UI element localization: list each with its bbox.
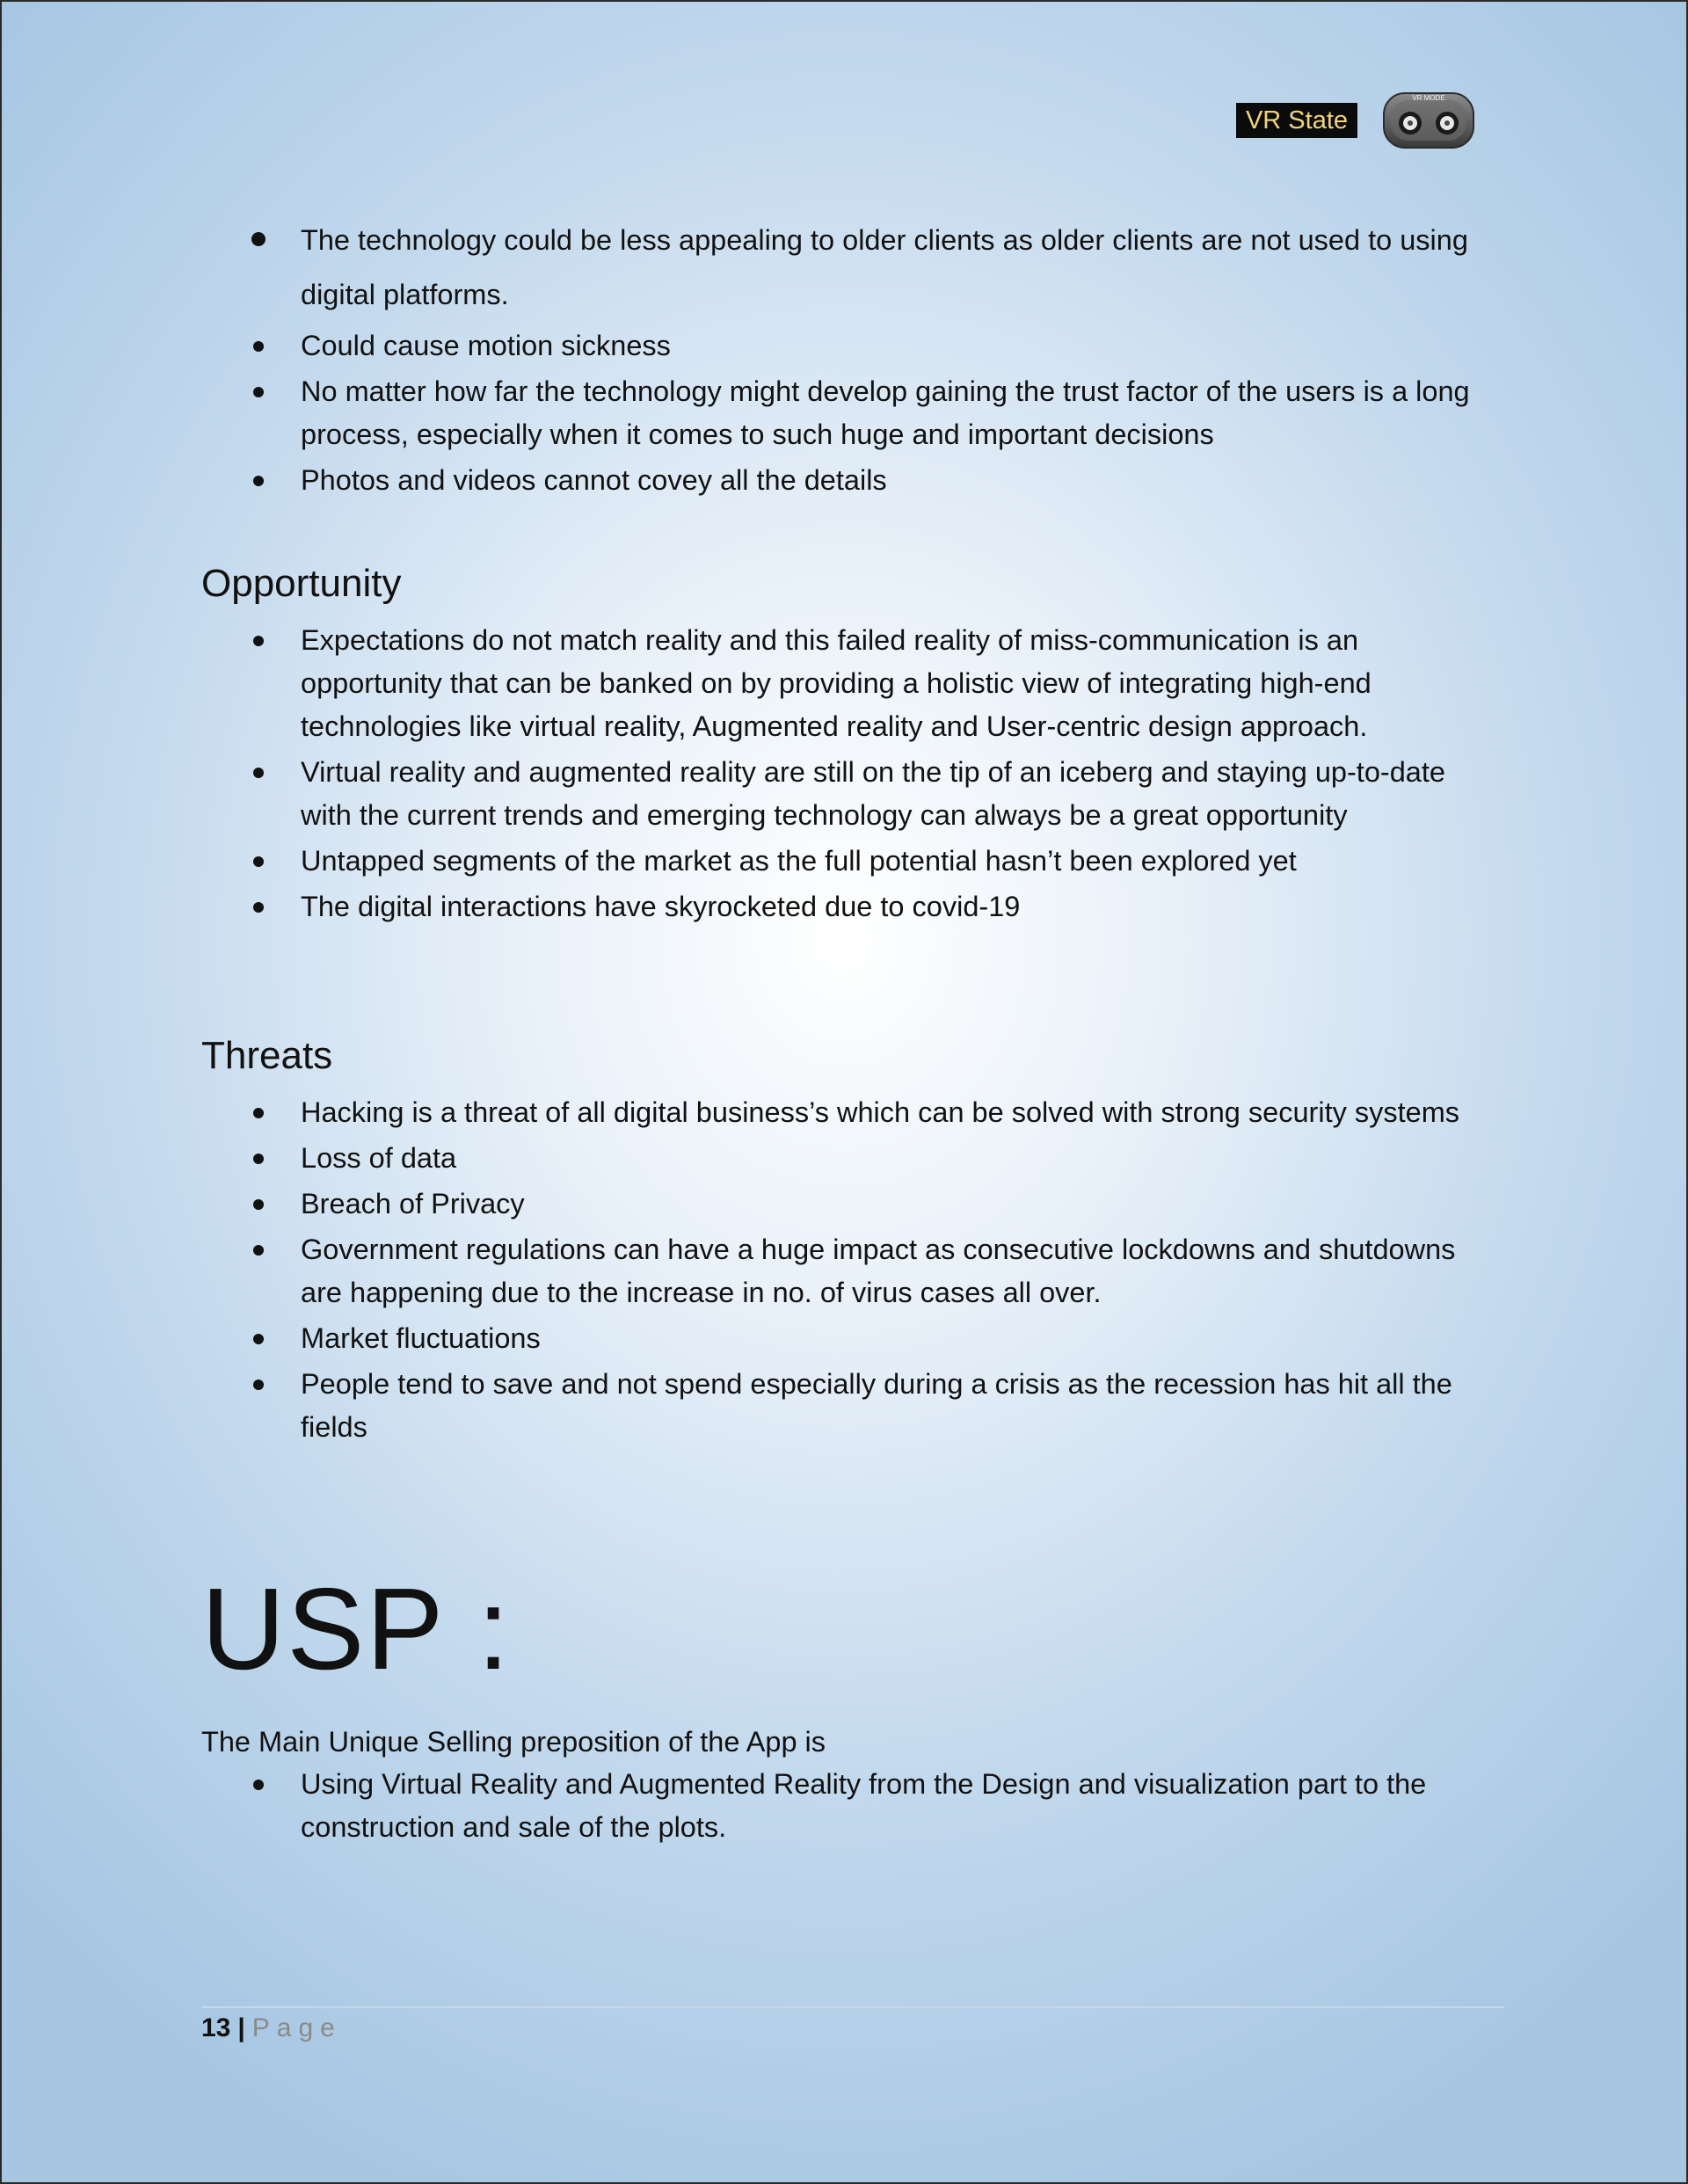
opportunity-section [2,619,1688,931]
logo-text: VR State [1245,106,1349,135]
page-label: Page [251,2013,342,2042]
vr-state-logo [1236,103,1357,138]
opportunity-list [2,619,1688,928]
footer-divider [201,2006,1504,2008]
list-item: Government regulations can have a huge impact as consecutive lockdowns and shutdowns are happening due to the increase in no. of virus cases all over. [2,1228,1688,1314]
usp-intro: The Main Unique Selling preposition of the App is [201,1726,826,1758]
list-item: Market fluctuations [2,1317,1688,1360]
usp-list [2,1763,1688,1849]
list-item: Breach of Privacy [2,1183,1688,1226]
list-item: Expectations do not match reality and this failed reality of miss-communication is an opportunity that can be banked on by providing a holistic view of integrating high-end technologies like virtual reality, Augmented reality and User-centric design approach. [2,619,1688,748]
list-item: Virtual reality and augmented reality are still on the tip of an iceberg and staying up-to-date with the current trends and emerging technology can always be a great opportunity [2,751,1688,837]
headset-label: VR MODE [1412,94,1445,102]
list-item: Using Virtual Reality and Augmented Reality from the Design and visualization part to the construction and sale of the plots. [2,1763,1688,1849]
weaknesses-list [2,213,1688,502]
page-number: 13 [201,2013,231,2042]
weaknesses-section [2,213,1688,505]
list-item: Loss of data [2,1137,1688,1180]
list-item: Could cause motion sickness [2,324,1688,368]
list-item: No matter how far the technology might develop gaining the trust factor of the users is a long process, especially when it comes to such huge and important decisions [2,370,1688,456]
list-item: The digital interactions have skyrocketed due to covid-19 [2,885,1688,928]
usp-section [2,1763,1688,1852]
list-item: Hacking is a threat of all digital business’s which can be solved with strong security systems [2,1091,1688,1134]
list-item: The technology could be less appealing to older clients as older clients are not used to using digital platforms. [2,213,1688,322]
opportunity-heading: Opportunity [201,562,402,605]
threats-section [2,1091,1688,1452]
threats-heading: Threats [201,1034,333,1077]
usp-title: USP : [201,1564,512,1693]
list-item: People tend to save and not spend especially during a crisis as the recession has hit all the fields [2,1363,1688,1449]
list-item: Photos and videos cannot covey all the details [2,459,1688,502]
threats-list [2,1091,1688,1449]
vr-headset-icon [1380,88,1477,151]
footer-separator: | [237,2013,245,2042]
page-footer [201,2015,342,2042]
list-item: Untapped segments of the market as the full potential hasn’t been explored yet [2,840,1688,883]
